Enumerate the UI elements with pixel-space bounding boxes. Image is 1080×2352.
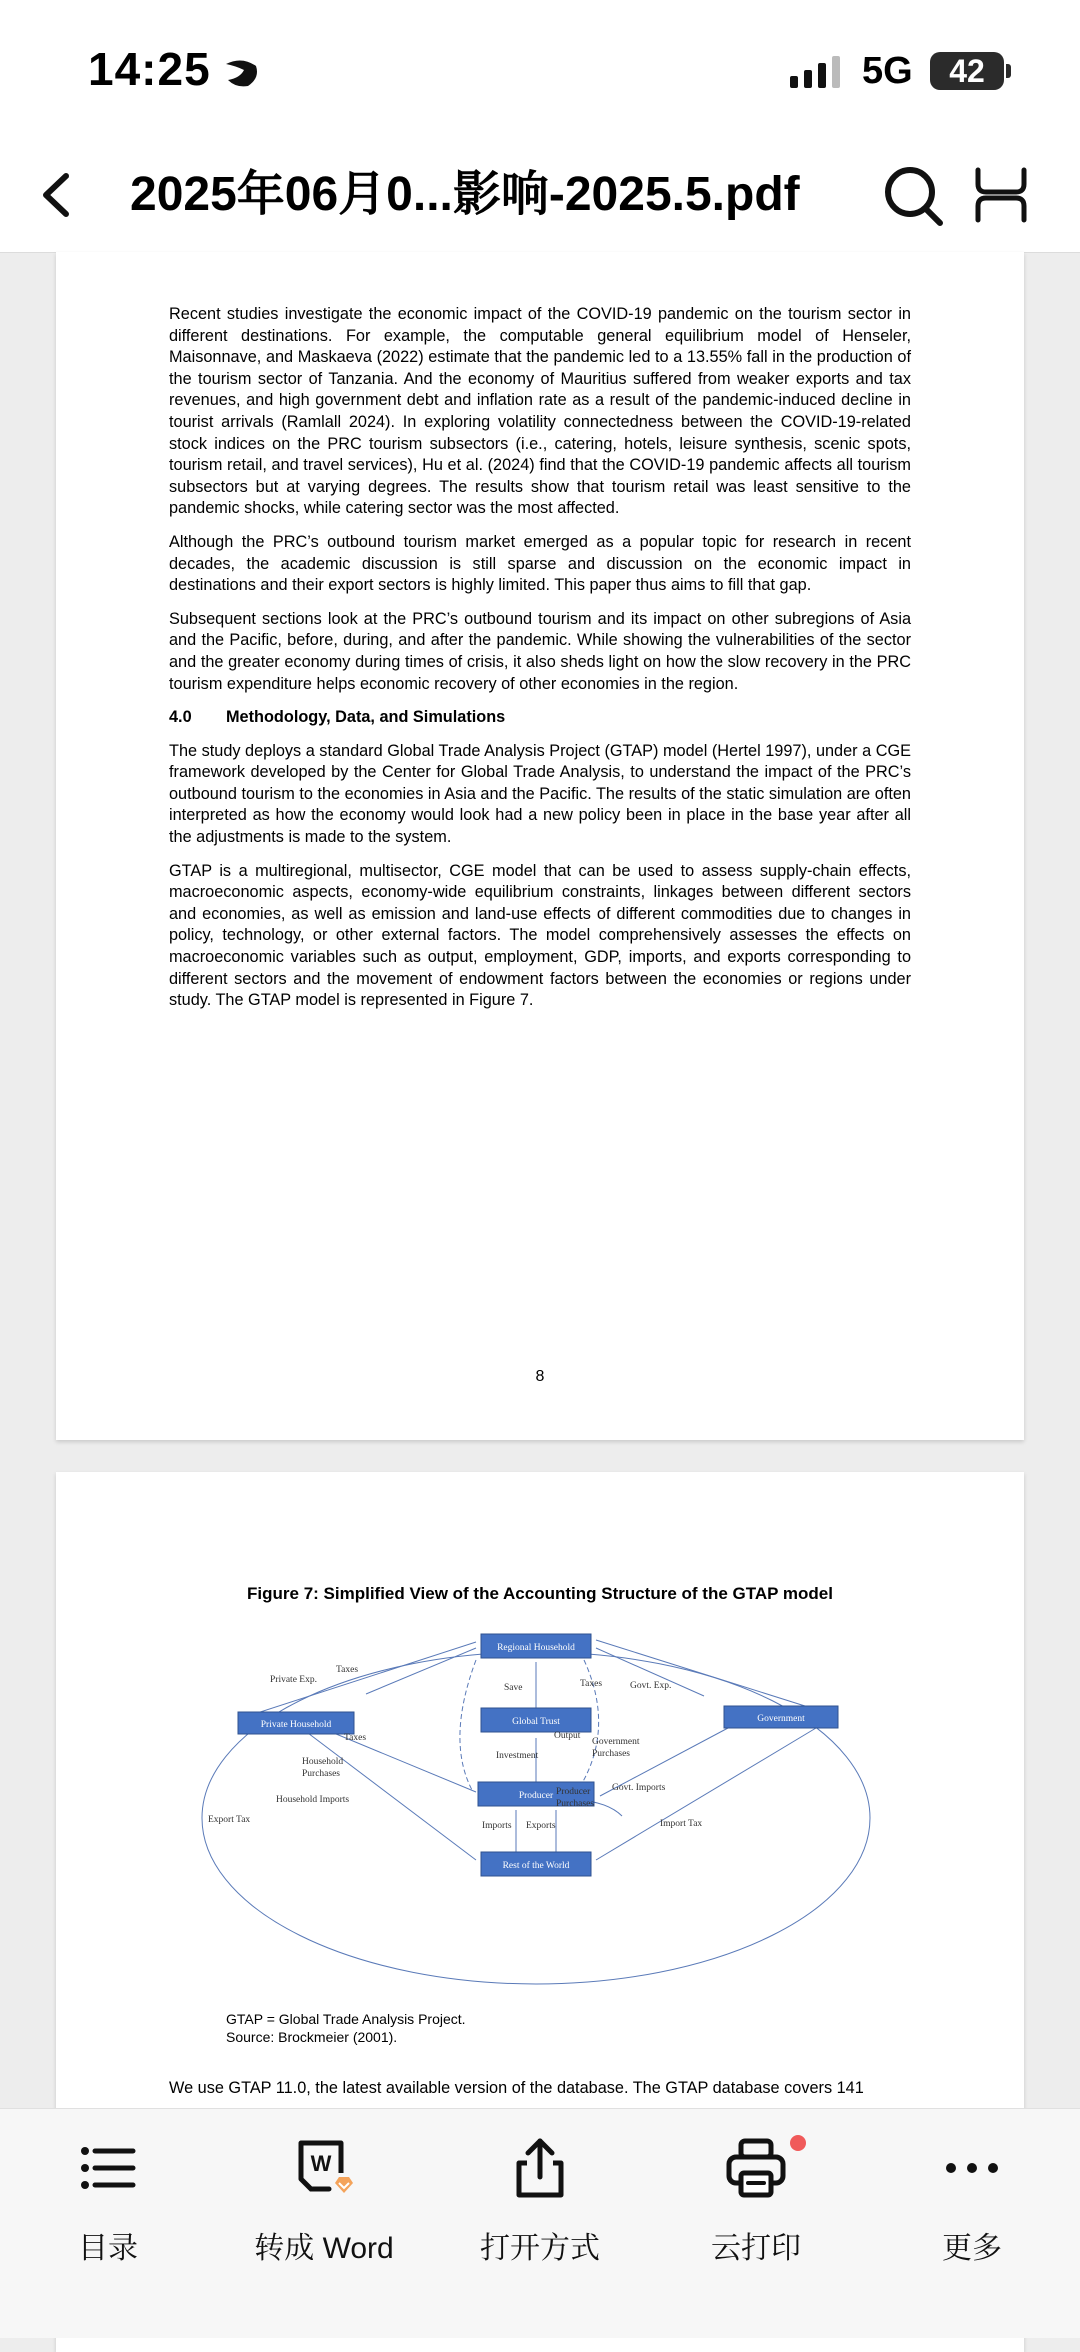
label-household-imports: Household Imports — [276, 1795, 350, 1805]
box-global-trust — [481, 1708, 591, 1732]
label-taxes: Taxes — [344, 1733, 367, 1743]
search-icon[interactable] — [880, 160, 946, 230]
paragraph: Recent studies investigate the economic impact of the COVID-19 pandemic on the tourism sector in different destinations. For example, the computable general equilibrium model of Henseler, Maisonnave, and Maskaeva (2022) estimate that the pandemic led to a 13.55% fall in the production of the tourism sector of Tanzania. And the economy of Mauritius suffered from weaker exports and tax revenues, and high government debt and inflation rate as a result of the pandemic-induced decline in tourist arrivals (Ramlall 2024). In exploring volatility connectedness between the COVID-19-related stock indices on the PRC tourism subsectors (i.e., catering, hotels, leisure synthesis, scenic spots, tourism retail, and travel services), Hu et al. (2024) find that the COVID-19 pandemic affects all tourism subsectors but at varying degrees. The results show that tourism retail was least sensitive to the pandemic shocks, while catering sector was the most affected. — [169, 305, 911, 518]
figure-notes — [226, 2010, 466, 2046]
figure-title: Figure 7: Simplified View of the Accounting Structure of the GTAP model — [247, 1584, 833, 1603]
network-type: 5G — [862, 50, 913, 92]
figure-note: GTAP = Global Trade Analysis Project. — [226, 2011, 466, 2027]
connector — [596, 1640, 824, 1712]
toolbar-cloud-print-button[interactable] — [666, 2123, 846, 2323]
box-government — [724, 1706, 838, 1728]
label-private-exp: Private Exp. — [270, 1675, 317, 1685]
label-exports: Exports — [526, 1821, 556, 1831]
connector — [596, 1728, 816, 1860]
share-icon — [505, 2133, 575, 2203]
label-household-purchases: Purchases — [302, 1769, 340, 1779]
label-government-purchases: Government — [592, 1737, 640, 1747]
label-producer-purchases: Producer — [556, 1787, 591, 1797]
label-save: Save — [504, 1683, 523, 1693]
label-output: Output — [554, 1731, 581, 1741]
box-rest-of-world — [481, 1852, 591, 1876]
label-taxes: Taxes — [336, 1665, 359, 1675]
label-govt-imports: Govt. Imports — [612, 1783, 666, 1793]
page-number: 8 — [535, 1368, 545, 1385]
label-household-purchases: Household — [302, 1757, 344, 1767]
section-heading — [169, 707, 911, 729]
focus-mode-icon — [222, 54, 262, 90]
toolbar-label: 云打印 — [711, 2232, 801, 2265]
toolbar-convert-word-button[interactable] — [234, 2123, 414, 2323]
svg-text:W: W — [310, 2151, 332, 2176]
box-regional-household — [481, 1634, 591, 1658]
status-time: 14:25 — [88, 43, 211, 95]
document-title: 2025年06月0...影响-2025.5.pdf — [130, 168, 800, 221]
label-import-tax: Import Tax — [660, 1819, 703, 1829]
toolbar-label: 目录 — [78, 2232, 138, 2265]
battery-icon: 42 — [930, 52, 1004, 90]
toolbar-label: 转成 Word — [254, 2232, 394, 2265]
signal-icon — [788, 54, 848, 90]
paragraph: Subsequent sections look at the PRC’s outbound tourism and its impact on other subregions of Asia and the Pacific, before, during, and after the pandemic. While showing the vulnerabilities of the sector and the greater economy during times of crisis, it also sheds light on how the slow recovery in the PRC tourism expenditure helps economic recovery of other economies in the region. — [169, 609, 911, 693]
svg-text:Regional Household: Regional Household — [497, 1643, 575, 1653]
figure-source: Source: Brockmeier (2001). — [226, 2029, 398, 2045]
label-export-tax: Export Tax — [208, 1815, 251, 1825]
section-title: Methodology, Data, and Simulations — [226, 708, 506, 727]
pdf-page-8[interactable] — [56, 252, 1024, 1440]
box-private-household — [238, 1712, 354, 1734]
word-convert-icon — [289, 2133, 359, 2203]
paragraph: We use GTAP 11.0, the latest available version of the database. The GTAP database covers 141 — [169, 2079, 864, 2097]
label-producer-purchases: Purchases — [556, 1799, 594, 1809]
reading-mode-icon[interactable] — [970, 162, 1032, 228]
gtap-diagram — [176, 1630, 896, 1998]
more-icon — [937, 2133, 1007, 2203]
toolbar-contents-button[interactable] — [18, 2123, 198, 2323]
paragraph: Although the PRC’s outbound tourism market emerged as a popular topic for research in recent decades, the academic discussion is still sparse and discussion on the economic impact in destinations and their export sectors is highly limited. This paper thus aims to fill that gap. — [169, 532, 911, 595]
svg-text:Private Household: Private Household — [260, 1720, 332, 1730]
label-investment: Investment — [496, 1751, 539, 1761]
paragraph: GTAP is a multiregional, multisector, CGE model that can be used to assess supply-chain effects, macroeconomic aspects, economy-wide equilibrium constraints, linkages between different sectors and economies, as well as emission and land-use effects of different commodities due to changes in policy, technology, or other external factors. The model comprehensively assesses the effects on macroeconomic variables such as output, employment, GDP, imports, and exports corresponding to different sectors and the movement of endowment factors between the economies or regions under study. The GTAP model is represented in Figure 7. — [169, 861, 911, 1010]
back-icon[interactable] — [30, 162, 90, 228]
toolbar-label: 打开方式 — [480, 2232, 600, 2265]
paragraph: The study deploys a standard Global Trade Analysis Project (GTAP) model (Hertel 1997), under a CGE framework developed by the Center for Global Trade Analysis, to understand the impact of the PRC’s outbound tourism to the economies in Asia and the Pacific. The results of the static simulation are often interpreted as how the economy would look had a new policy been in place in the base year after all the adjustments is made to the system. — [169, 741, 911, 847]
label-govt-exp: Govt. Exp. — [630, 1681, 672, 1691]
section-number: 4.0 — [169, 708, 192, 727]
connector — [460, 1660, 476, 1790]
toolbar-label: 更多 — [942, 2232, 1002, 2265]
toolbar-more-button[interactable] — [882, 2123, 1062, 2323]
svg-text:Rest of the World: Rest of the World — [502, 1861, 570, 1871]
connector — [296, 1724, 476, 1860]
label-imports: Imports — [482, 1821, 512, 1831]
svg-text:Global Trust: Global Trust — [512, 1717, 560, 1727]
label-government-purchases: Purchases — [592, 1749, 630, 1759]
notification-dot — [790, 2135, 806, 2151]
page-body — [169, 304, 911, 1024]
printer-icon — [721, 2133, 791, 2203]
app-header — [0, 140, 1080, 253]
svg-text:Producer: Producer — [518, 1791, 554, 1801]
status-bar — [0, 0, 1080, 140]
battery-tip — [1006, 64, 1011, 78]
bottom-toolbar — [0, 2108, 1080, 2338]
toolbar-open-with-button[interactable] — [450, 2123, 630, 2323]
svg-text:Government: Government — [757, 1714, 805, 1724]
list-icon — [73, 2133, 143, 2203]
label-taxes: Taxes — [580, 1679, 603, 1689]
